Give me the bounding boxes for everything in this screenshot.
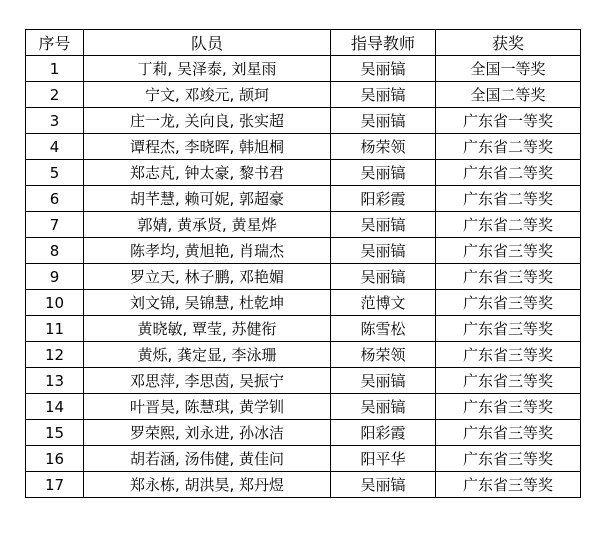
serial-number-cell: 6 bbox=[26, 186, 84, 212]
table-row bbox=[26, 394, 581, 420]
award-cell: 广东省三等奖 bbox=[436, 420, 581, 446]
team-members-cell: 庄一龙, 关向良, 张实超 bbox=[84, 108, 331, 134]
serial-number-cell: 5 bbox=[26, 160, 84, 186]
table-row bbox=[26, 472, 581, 498]
team-members-cell: 丁莉, 吴泽泰, 刘星雨 bbox=[84, 56, 331, 82]
team-members-cell: 谭程杰, 李晓晖, 韩旭桐 bbox=[84, 134, 331, 160]
team-members-cell: 刘文锦, 吴锦慧, 杜乾坤 bbox=[84, 290, 331, 316]
serial-number-cell: 4 bbox=[26, 134, 84, 160]
table-row bbox=[26, 446, 581, 472]
serial-number-cell: 12 bbox=[26, 342, 84, 368]
table-header bbox=[26, 30, 581, 56]
serial-number-cell: 15 bbox=[26, 420, 84, 446]
table-row bbox=[26, 420, 581, 446]
advisor-cell: 吴丽镐 bbox=[331, 264, 436, 290]
award-cell: 全国一等奖 bbox=[436, 56, 581, 82]
serial-number-cell: 11 bbox=[26, 316, 84, 342]
award-cell: 广东省三等奖 bbox=[436, 446, 581, 472]
award-cell: 广东省三等奖 bbox=[436, 394, 581, 420]
advisor-cell: 吴丽镐 bbox=[331, 368, 436, 394]
team-members-cell: 陈孝均, 黄旭艳, 肖瑞杰 bbox=[84, 238, 331, 264]
table-row bbox=[26, 238, 581, 264]
serial-number-cell: 16 bbox=[26, 446, 84, 472]
team-members-cell: 黄晓敏, 覃莹, 苏健衔 bbox=[84, 316, 331, 342]
award-cell: 广东省三等奖 bbox=[436, 342, 581, 368]
serial-number-cell: 9 bbox=[26, 264, 84, 290]
advisor-cell: 吴丽镐 bbox=[331, 108, 436, 134]
team-members-cell: 郑志芃, 钟太豪, 黎书君 bbox=[84, 160, 331, 186]
award-cell: 全国二等奖 bbox=[436, 82, 581, 108]
advisor-cell: 阳平华 bbox=[331, 446, 436, 472]
table-row bbox=[26, 290, 581, 316]
team-members-cell: 胡芊慧, 赖可妮, 郭超豪 bbox=[84, 186, 331, 212]
table-row bbox=[26, 368, 581, 394]
advisor-cell: 吴丽镐 bbox=[331, 212, 436, 238]
award-cell: 广东省二等奖 bbox=[436, 160, 581, 186]
team-members-cell: 罗荣熙, 刘永进, 孙冰洁 bbox=[84, 420, 331, 446]
serial-number-cell: 8 bbox=[26, 238, 84, 264]
advisor-cell: 阳彩霞 bbox=[331, 420, 436, 446]
serial-number-cell: 3 bbox=[26, 108, 84, 134]
award-cell: 广东省二等奖 bbox=[436, 134, 581, 160]
advisor-cell: 阳彩霞 bbox=[331, 186, 436, 212]
team-members-cell: 叶晋昊, 陈慧琪, 黄学钏 bbox=[84, 394, 331, 420]
advisor-cell: 吴丽镐 bbox=[331, 160, 436, 186]
header-advisor: 指导教师 bbox=[331, 30, 436, 56]
table-row bbox=[26, 134, 581, 160]
serial-number-cell: 7 bbox=[26, 212, 84, 238]
advisor-cell: 陈雪松 bbox=[331, 316, 436, 342]
table-body bbox=[26, 56, 581, 498]
team-members-cell: 黄烁, 龚定显, 李泳珊 bbox=[84, 342, 331, 368]
table-row bbox=[26, 82, 581, 108]
team-members-cell: 胡若涵, 汤伟健, 黄佳问 bbox=[84, 446, 331, 472]
advisor-cell: 杨荣领 bbox=[331, 342, 436, 368]
team-members-cell: 邓思萍, 李思茵, 吴振宁 bbox=[84, 368, 331, 394]
award-cell: 广东省一等奖 bbox=[436, 108, 581, 134]
advisor-cell: 范博文 bbox=[331, 290, 436, 316]
award-cell: 广东省三等奖 bbox=[436, 316, 581, 342]
serial-number-cell: 10 bbox=[26, 290, 84, 316]
award-cell: 广东省二等奖 bbox=[436, 212, 581, 238]
serial-number-cell: 13 bbox=[26, 368, 84, 394]
header-row bbox=[26, 30, 581, 56]
advisor-cell: 吴丽镐 bbox=[331, 394, 436, 420]
team-members-cell: 郑永栋, 胡洪昊, 郑丹煜 bbox=[84, 472, 331, 498]
team-members-cell: 郭婧, 黄承贤, 黄星烨 bbox=[84, 212, 331, 238]
table-row bbox=[26, 108, 581, 134]
header-serial-number: 序号 bbox=[26, 30, 84, 56]
serial-number-cell: 14 bbox=[26, 394, 84, 420]
serial-number-cell: 2 bbox=[26, 82, 84, 108]
table-row bbox=[26, 264, 581, 290]
table-row bbox=[26, 160, 581, 186]
award-cell: 广东省三等奖 bbox=[436, 290, 581, 316]
team-members-cell: 宁文, 邓竣元, 颉珂 bbox=[84, 82, 331, 108]
advisor-cell: 吴丽镐 bbox=[331, 82, 436, 108]
table-row bbox=[26, 316, 581, 342]
advisor-cell: 吴丽镐 bbox=[331, 472, 436, 498]
award-cell: 广东省三等奖 bbox=[436, 238, 581, 264]
serial-number-cell: 1 bbox=[26, 56, 84, 82]
award-cell: 广东省三等奖 bbox=[436, 472, 581, 498]
team-members-cell: 罗立天, 林子鹏, 邓艳媚 bbox=[84, 264, 331, 290]
award-cell: 广东省二等奖 bbox=[436, 186, 581, 212]
serial-number-cell: 17 bbox=[26, 472, 84, 498]
advisor-cell: 杨荣领 bbox=[331, 134, 436, 160]
award-cell: 广东省三等奖 bbox=[436, 264, 581, 290]
advisor-cell: 吴丽镐 bbox=[331, 56, 436, 82]
header-team-members: 队员 bbox=[84, 30, 331, 56]
table-row bbox=[26, 56, 581, 82]
award-cell: 广东省三等奖 bbox=[436, 368, 581, 394]
awards-table bbox=[25, 29, 581, 498]
table-row bbox=[26, 186, 581, 212]
table-row bbox=[26, 212, 581, 238]
header-award: 获奖 bbox=[436, 30, 581, 56]
advisor-cell: 吴丽镐 bbox=[331, 238, 436, 264]
table-row bbox=[26, 342, 581, 368]
